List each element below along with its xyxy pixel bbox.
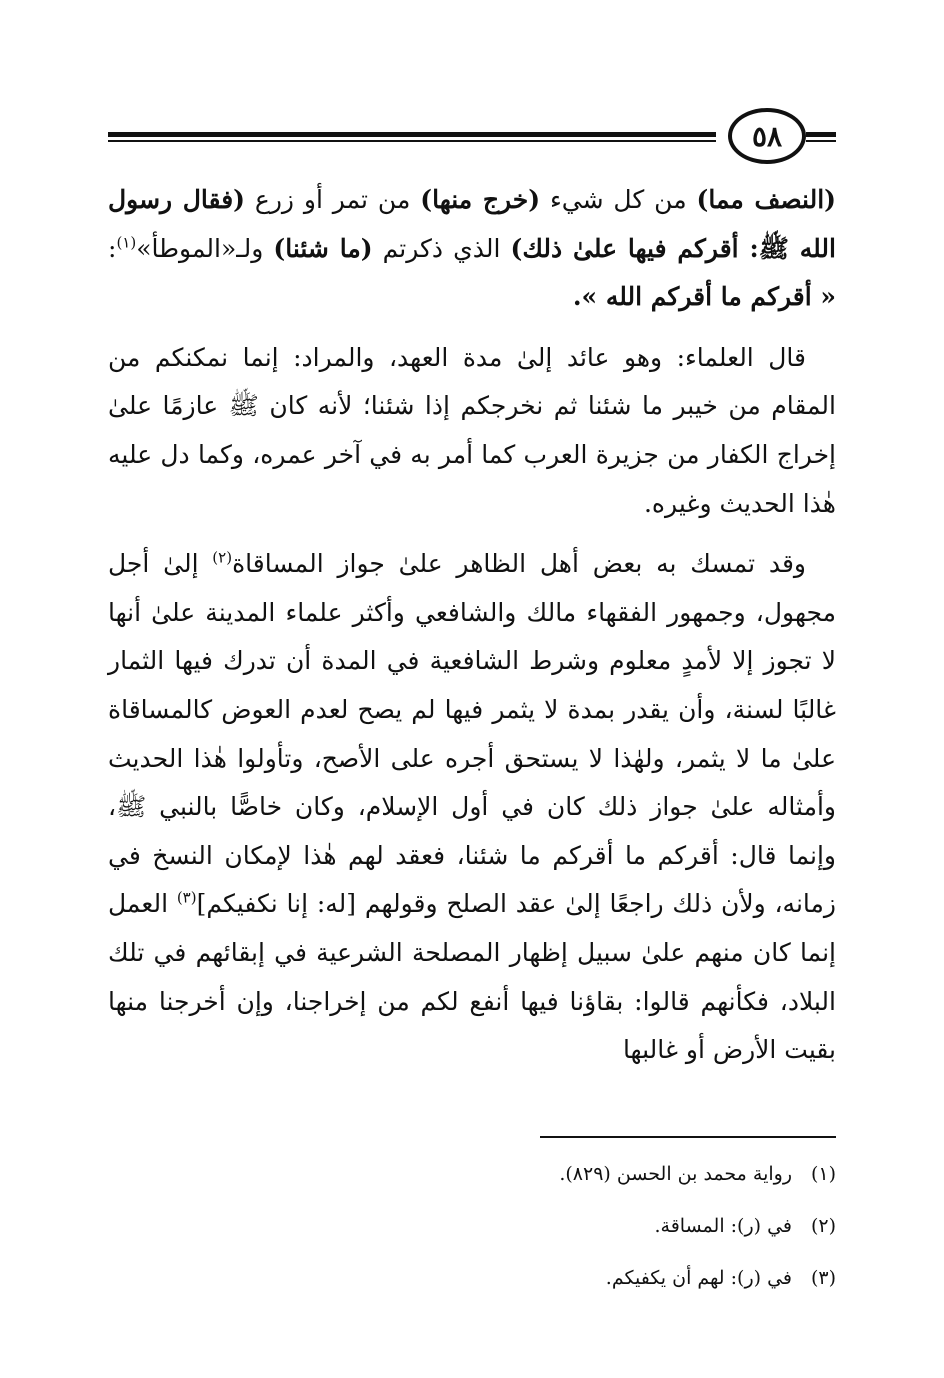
footnote-text: في (ر): المساقة. xyxy=(654,1215,792,1237)
text-segment: العمل إنما كان منهم علىٰ سبيل إظهار المصلحة الشرعية في إبقائهم في تلك البلاد، فكأنهم قالوا: بقاؤنا فيها أنفع لكم من إخراجنا، وإن أخرجنا منها بقيت الأرض أو غالبها xyxy=(108,889,836,1065)
text-segment: الذي ذكرتم xyxy=(372,233,511,263)
text-segment: إلىٰ أجل مجهول، وجمهور الفقهاء مالك والشافعي وأكثر علماء المدينة علىٰ أنها لا تجوز إلا لأمدٍ معلوم وشرط الشافعية في المدة أن تدرك فيها الثمار غالبًا لسنة، وأن يقدر بمدة لا يثمر فيها لم يصح لعدم العوض كالمساقاة علىٰ ما لا يثمر، ولهٰذا لا يستحق أجره على الأصح، وتأولوا هٰذا الحديث وأمثاله علىٰ جواز ذلك كان في أول الإسلام، وكان خاصًّا بالنبي ﷺ، وإنما قال: أقركم ما أقركم ما شئنا، فعقد لهم هٰذا لإمكان النسخ في زمانه، ولأن ذلك راجعًا إلىٰ عقد الصلح وقولهم [له: إنا نكفيكم] xyxy=(108,549,836,919)
paragraph-3 xyxy=(108,540,836,1075)
footnote xyxy=(108,1252,836,1304)
text-segment: من كل شيء xyxy=(540,185,697,214)
header-rule-right xyxy=(806,132,836,137)
header-rule xyxy=(108,132,716,137)
paragraph-2 xyxy=(108,334,836,528)
header-rule-right-thin xyxy=(806,140,836,142)
footnote-number: (٣) xyxy=(810,1267,836,1289)
page-number: ٥٨ xyxy=(728,108,806,164)
footnote xyxy=(108,1200,836,1252)
page-header xyxy=(108,108,836,168)
text-segment: وقد تمسك به بعض أهل الظاهر علىٰ جواز المساقاة xyxy=(232,549,806,579)
footnote-text: رواية محمد بن الحسن (٨٢٩). xyxy=(559,1163,792,1185)
text-segment: من تمر أو زرع xyxy=(244,185,421,214)
footnote-ref[interactable]: (١) xyxy=(116,233,137,252)
text-segment: (فقال رسول الله ﷺ: أقركم فيها علىٰ ذلك) xyxy=(108,185,836,263)
footnote-text: في (ر): لهم أن يكفيكم. xyxy=(605,1267,792,1289)
header-rule-thin xyxy=(108,140,716,142)
footnote-number: (١) xyxy=(810,1163,836,1185)
main-text xyxy=(108,176,836,1075)
footnote-ref[interactable]: (٢) xyxy=(212,548,233,567)
footnote-ref[interactable]: (٣) xyxy=(176,888,197,907)
text-segment: ولـ«الموطأ» xyxy=(136,233,274,263)
footnote xyxy=(108,1148,836,1200)
paragraph-1 xyxy=(108,176,836,322)
text-segment: « أقركم ما أقركم الله ». xyxy=(572,282,836,312)
text-segment: قال العلماء: وهو عائد إلىٰ مدة العهد، والمراد: إنما نمكنكم من المقام من خيبر ما شئنا ثم نخرجكم إذا شئنا؛ لأنه كان ﷺ عازمًا علىٰ إخراج الكفار من جزيرة العرب كما أمر به في آخر عمره، وكما دل عليه هٰذا الحديث وغيره. xyxy=(108,342,836,518)
footnote-number: (٢) xyxy=(810,1215,836,1237)
text-segment: : xyxy=(108,233,117,263)
text-segment: (خرج منها) xyxy=(420,185,541,214)
text-segment: (ما شئنا) xyxy=(273,233,373,263)
footnotes xyxy=(108,1148,836,1304)
text-segment: (النصف مما) xyxy=(696,185,836,214)
footnote-separator xyxy=(540,1136,836,1138)
